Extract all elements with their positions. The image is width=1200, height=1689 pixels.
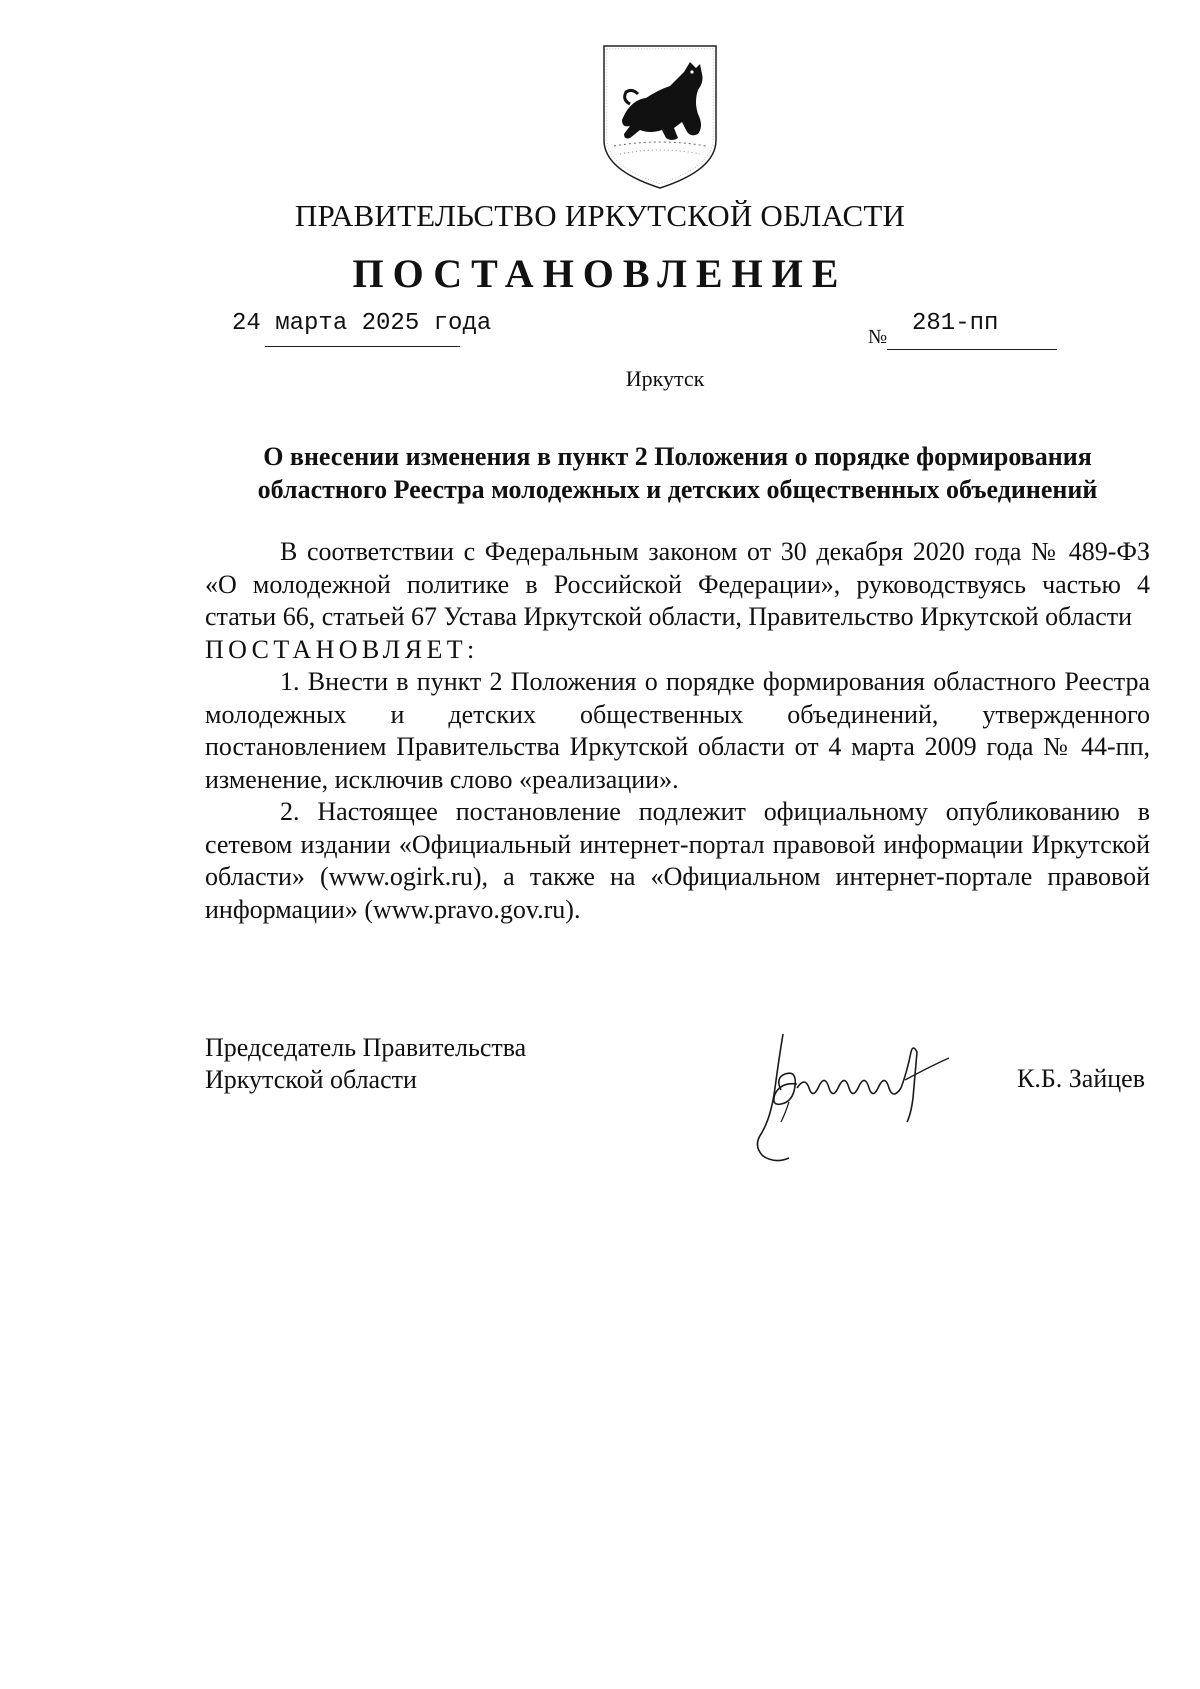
- date-underline: [265, 346, 460, 347]
- org-title: ПРАВИТЕЛЬСТВО ИРКУТСКОЙ ОБЛАСТИ: [294, 198, 906, 233]
- number-sign: №: [868, 326, 888, 348]
- preamble-paragraph: В соответствии с Федеральным законом от 30 декабря 2020 года № 489-ФЗ «О молодежной политике в Российской Федерации», руководствуясь частью 4 статьи 66, статьей 67 Устава Иркутской области, Правительство Иркутской области: [205, 537, 1150, 631]
- signatory-position-line-1: Председатель Правительства: [205, 1033, 527, 1062]
- item-1-paragraph: 1. Внести в пункт 2 Положения о порядке формирования областного Реестра молодежных и детских общественных объединений, утвержденного постановлением Правительства Иркутской области от 4 марта 2009 года № 44-пп, изменение, исключив слово «реализации».: [205, 667, 1150, 794]
- resolves-heading: ПОСТАНОВЛЯЕТ:: [205, 634, 479, 664]
- doc-date: 24 марта 2025 года: [232, 310, 492, 337]
- doc-body: [205, 536, 1150, 926]
- irkutsk-coat-of-arms-icon: [600, 42, 720, 192]
- signatory-name: К.Б. Зайцев: [1017, 1064, 1145, 1093]
- doc-number: 281-пп: [912, 310, 999, 337]
- doc-subject: О внесении изменения в пункт 2 Положения о порядке формирования областного Реестра молодежных и детских общественных объединений: [257, 442, 1098, 504]
- signatory-position-line-2: Иркутской области: [205, 1065, 417, 1094]
- city: Иркутск: [625, 366, 705, 391]
- handwritten-signature-icon: [735, 1018, 1005, 1168]
- number-underline: [887, 349, 1057, 350]
- signatory-position: [205, 1032, 526, 1096]
- doc-type-title: ПОСТАНОВЛЕНИЕ: [352, 251, 848, 296]
- item-2-paragraph: 2. Настоящее постановление подлежит официальному опубликованию в сетевом издании «Официальный интернет-портал правовой информации Иркутской области» (www.ogirk.ru), а также на «Официальном интернет-портале правовой информации» (www.pravo.gov.ru).: [205, 797, 1150, 924]
